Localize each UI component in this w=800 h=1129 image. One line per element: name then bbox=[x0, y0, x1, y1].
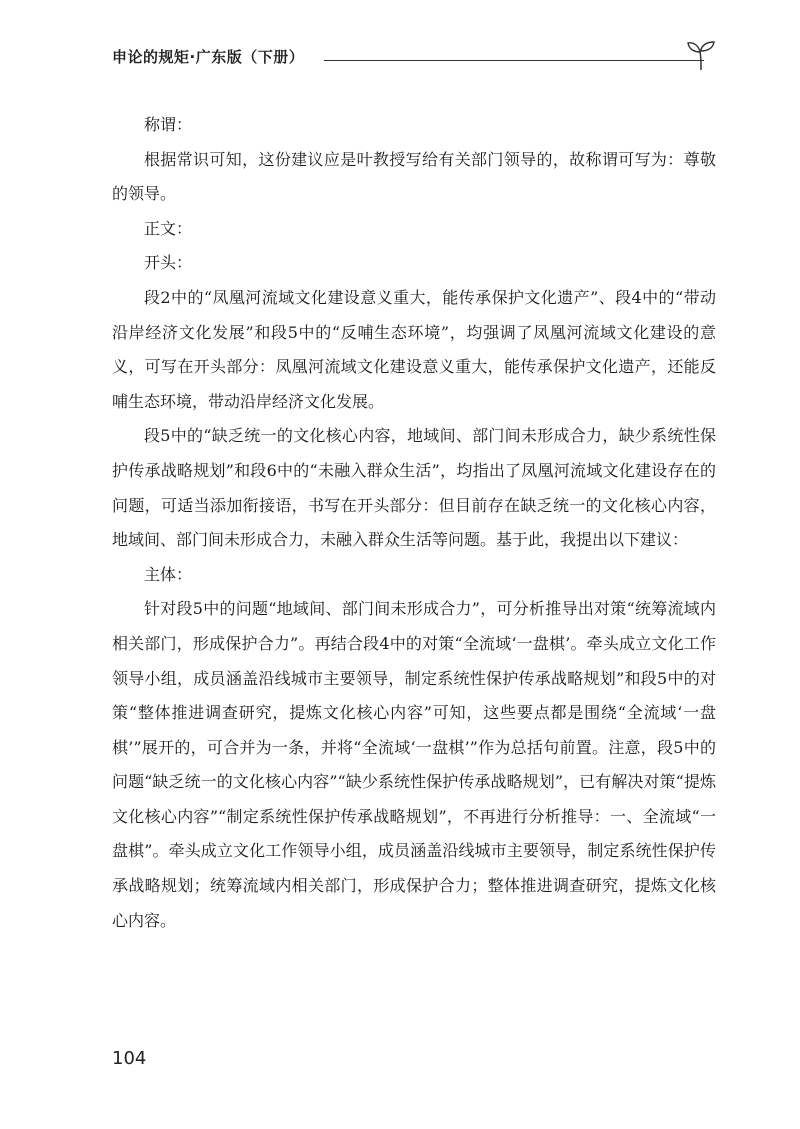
leaf-sprout-icon bbox=[686, 40, 716, 74]
section-label-body: 正文： bbox=[144, 218, 193, 238]
page-number: 104 bbox=[112, 1048, 147, 1069]
section-label-opening: 开头： bbox=[144, 253, 193, 273]
paragraph-opening-significance: 段2中的“凤凰河流域文化建设意义重大，能传承保护文化遗产”、段4中的“带动沿岸经济文化发展”和段5中的“反哺生态环境”，均强调了凤凰河流域文化建设的意义，可写在开头部分：凤凰河流域文化建设意义重大，能传承保护文化遗产，还能反哺生态环境，带动沿岸经济文化发展。 bbox=[112, 287, 716, 411]
article-body bbox=[112, 108, 716, 938]
paragraph-salutation-explanation: 根据常识可知，这份建议应是叶教授写给有关部门领导的，故称谓可写为：尊敬的领导。 bbox=[112, 149, 716, 204]
section-label-salutation: 称谓： bbox=[144, 115, 193, 134]
paragraph-main-analysis: 针对段5中的问题“地域间、部门间未形成合力”，可分析推导出对策“统筹流域内相关部门，形成保护合力”。再结合段4中的对策“全流域‘一盘棋’。牵头成立文化工作领导小组，成员涵盖沿线城市主要领导，制定系统性保护传承战略规划”和段5中的对策“整体推进调查研究，提炼文化核心内容”可知，这些要点都是围绕“全流域‘一盘棋’”展开的，可合并为一条，并将“全流域‘一盘棋’”作为总括句前置。注意，段5中的问题“缺乏统一的文化核心内容”“缺少系统性保护传承战略规划”，已有解决对策“提炼文化核心内容”“制定系统性保护传承战略规划”，不再进行分析推导：一、全流域“一盘棋”。牵头成立文化工作领导小组，成员涵盖沿线城市主要领导，制定系统性保护传承战略规划；统筹流域内相关部门，形成保护合力；整体推进调查研究，提炼文化核心内容。 bbox=[112, 599, 716, 930]
paragraph-opening-problems: 段5中的“缺乏统一的文化核心内容，地域间、部门间未形成合力，缺少系统性保护传承战略规划”和段6中的“未融入群众生活”，均指出了凤凰河流域文化建设存在的问题，可适当添加衔接语，书写在开头部分：但目前存在缺乏统一的文化核心内容，地域间、部门间未形成合力，未融入群众生活等问题。基于此，我提出以下建议： bbox=[112, 426, 716, 550]
running-header bbox=[112, 40, 716, 76]
section-label-main: 主体： bbox=[144, 564, 193, 584]
book-title: 申论的规矩·广东版（下册） bbox=[112, 48, 305, 66]
header-rule bbox=[324, 60, 704, 61]
